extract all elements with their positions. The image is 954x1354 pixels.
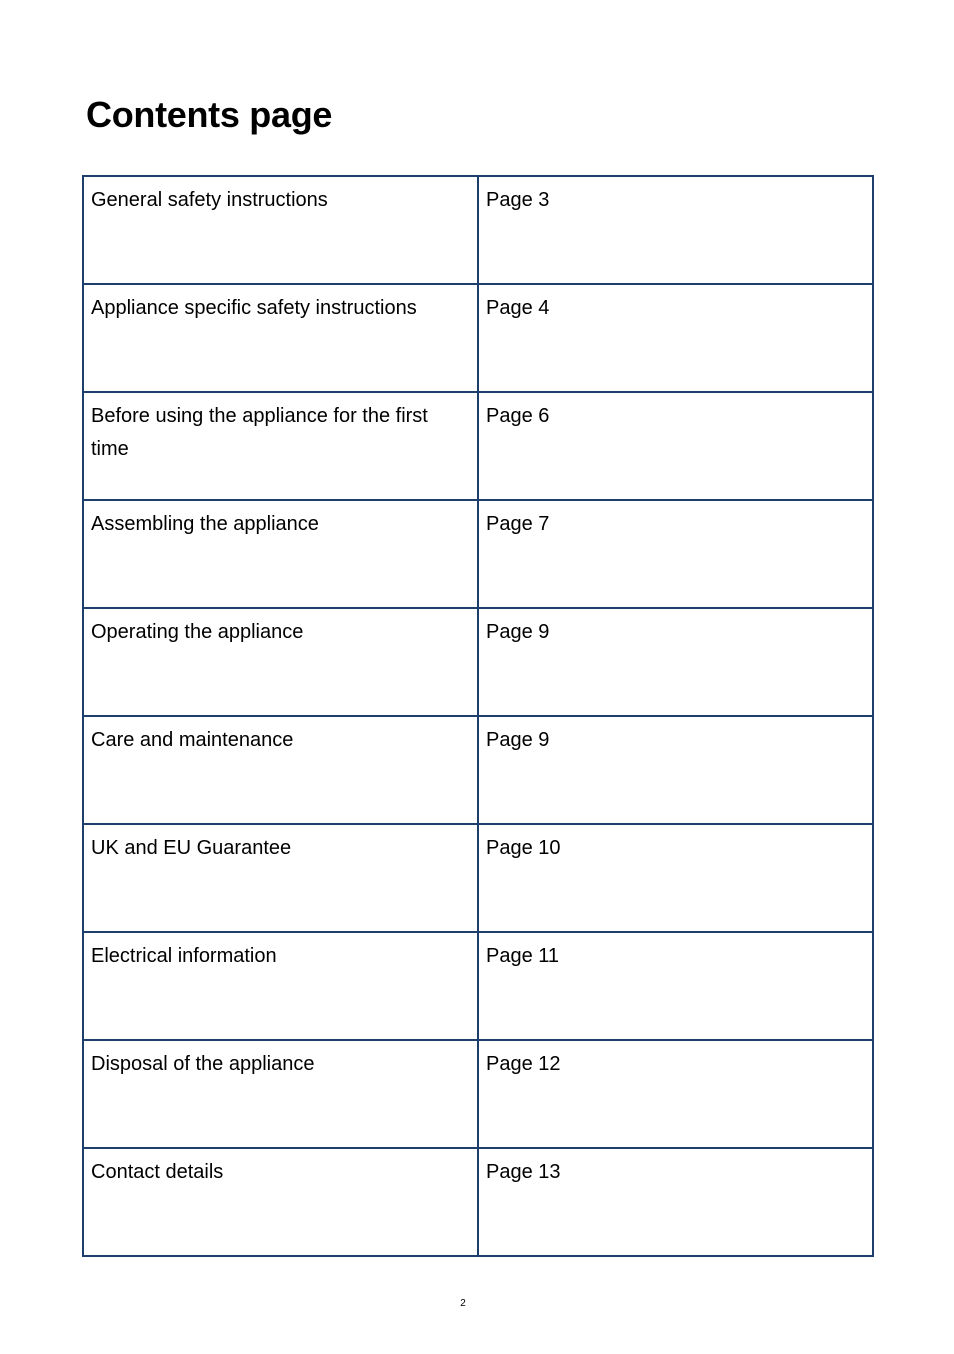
page-reference-cell: Page 12 bbox=[478, 1040, 873, 1148]
page-reference-cell: Page 9 bbox=[478, 716, 873, 824]
table-row bbox=[83, 824, 873, 932]
section-title-cell: UK and EU Guarantee bbox=[83, 824, 478, 932]
page-reference-cell: Page 6 bbox=[478, 392, 873, 500]
page-title: Contents page bbox=[86, 94, 333, 135]
page-number: 2 bbox=[460, 1298, 466, 1309]
contents-table bbox=[82, 175, 874, 1257]
section-title-cell: Assembling the appliance bbox=[83, 500, 478, 608]
section-title-cell: General safety instructions bbox=[83, 176, 478, 284]
table-row bbox=[83, 1040, 873, 1148]
table-row bbox=[83, 608, 873, 716]
section-title-cell: Electrical information bbox=[83, 932, 478, 1040]
table-row bbox=[83, 932, 873, 1040]
section-title-cell: Contact details bbox=[83, 1148, 478, 1256]
page-reference-cell: Page 13 bbox=[478, 1148, 873, 1256]
section-title-cell: Disposal of the appliance bbox=[83, 1040, 478, 1148]
table-row bbox=[83, 284, 873, 392]
section-title-cell: Care and maintenance bbox=[83, 716, 478, 824]
page-reference-cell: Page 4 bbox=[478, 284, 873, 392]
table-row bbox=[83, 500, 873, 608]
section-title-cell: Appliance specific safety instructions bbox=[83, 284, 478, 392]
page-reference-cell: Page 11 bbox=[478, 932, 873, 1040]
page-reference-cell: Page 10 bbox=[478, 824, 873, 932]
page-reference-cell: Page 7 bbox=[478, 500, 873, 608]
table-row bbox=[83, 176, 873, 284]
table-row bbox=[83, 716, 873, 824]
section-title-cell: Before using the appliance for the first time bbox=[83, 392, 478, 500]
table-row bbox=[83, 392, 873, 500]
section-title-cell: Operating the appliance bbox=[83, 608, 478, 716]
page-reference-cell: Page 9 bbox=[478, 608, 873, 716]
table-row bbox=[83, 1148, 873, 1256]
page-reference-cell: Page 3 bbox=[478, 176, 873, 284]
